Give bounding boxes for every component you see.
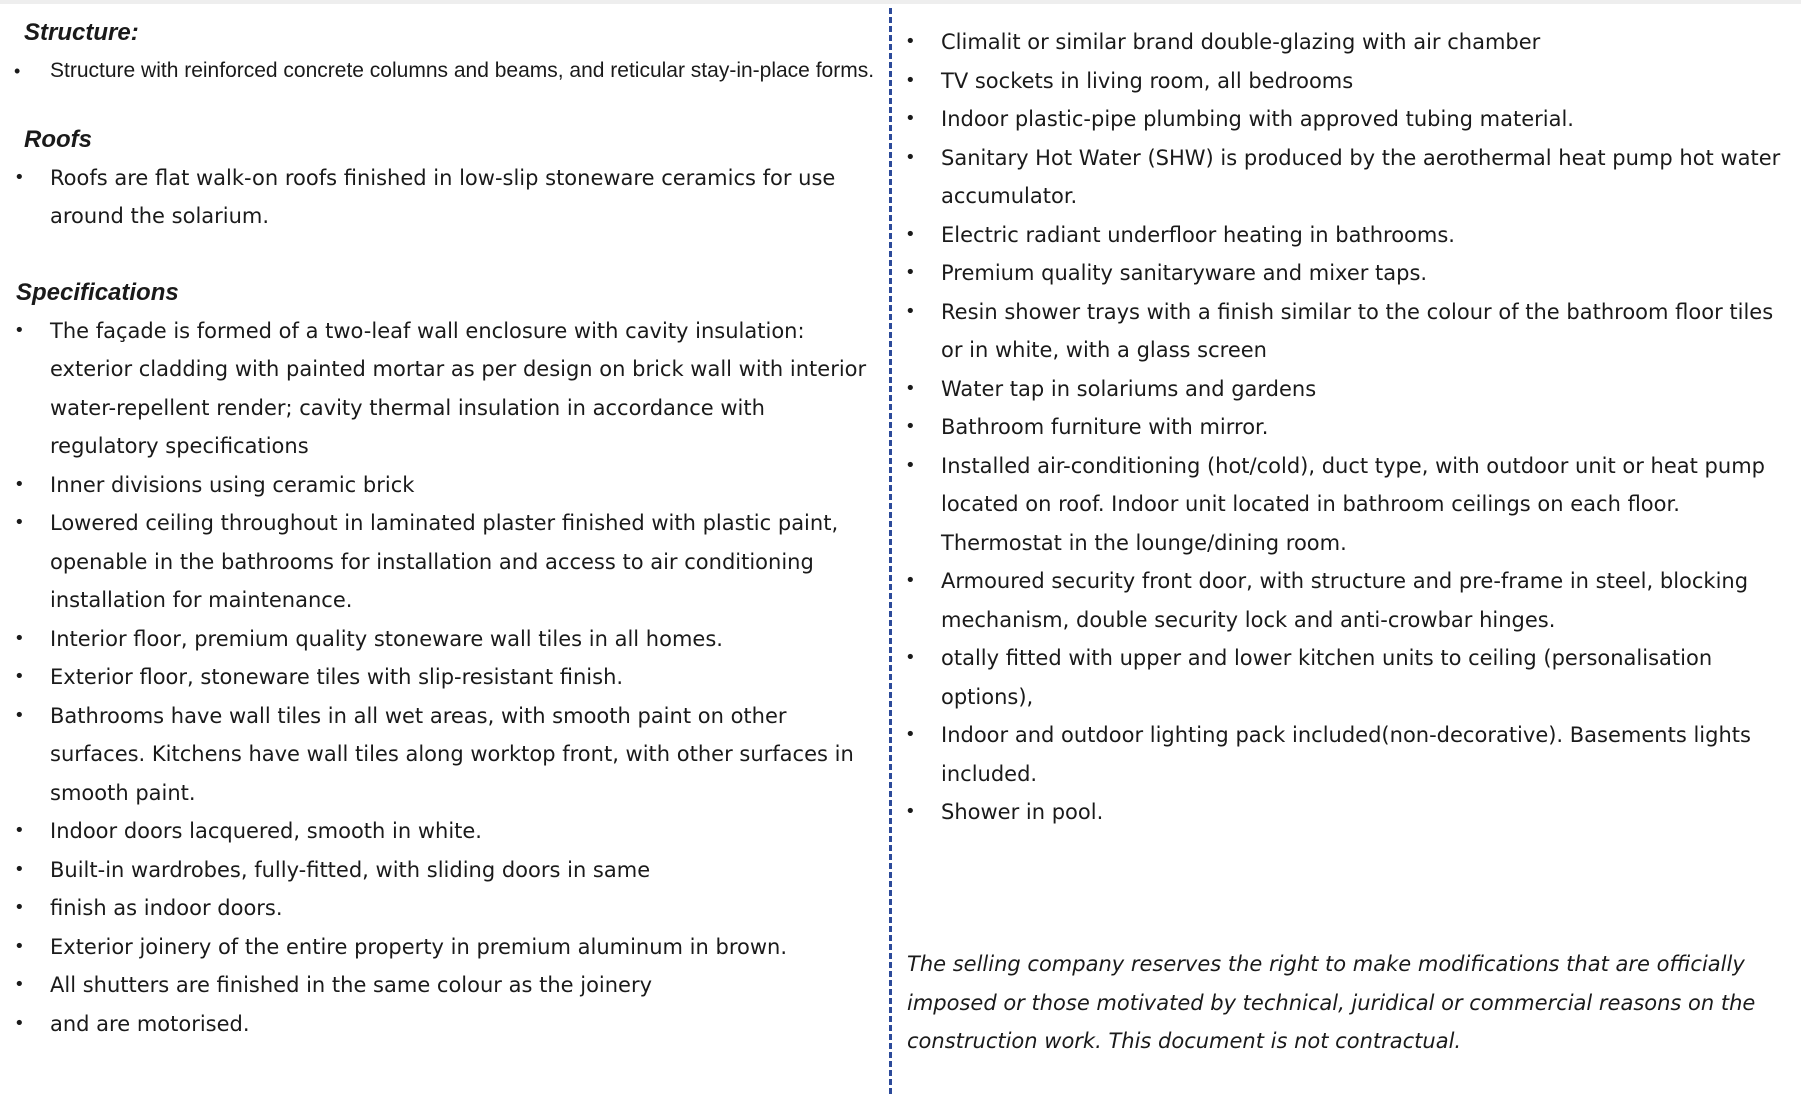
specifications-list [0,312,880,1044]
list-item: • All shutters are finished in the same colour as the joinery [0,966,880,1005]
list-item: • The façade is formed of a two-leaf wall enclosure with cavity insulation: exterior cladding with painted mortar as per design on brick wall with interior water-repellent render; cavity thermal insulation in accordance with regulatory specifications [0,312,880,466]
list-item: • Lowered ceiling throughout in laminated plaster finished with plastic paint, openable in the bathrooms for installation and access to air conditioning installation for maintenance. [0,504,880,620]
list-item: • Interior floor, premium quality stoneware wall tiles in all homes. [0,620,880,659]
roofs-list [0,159,880,236]
list-item: • Indoor and outdoor lighting pack included(non-decorative). Basements lights included. [891,716,1795,793]
list-item: • Bathrooms have wall tiles in all wet areas, with smooth paint on other surfaces. Kitchens have wall tiles along worktop front, with other surfaces in smooth paint. [0,697,880,813]
list-item: • Climalit or similar brand double-glazing with air chamber [891,23,1795,62]
list-item: • Sanitary Hot Water (SHW) is produced by the aerothermal heat pump hot water accumulator. [891,139,1795,216]
list-item: • Exterior joinery of the entire property in premium aluminum in brown. [0,928,880,967]
list-item: • Indoor doors lacquered, smooth in white. [0,812,880,851]
list-item: • Bathroom furniture with mirror. [891,408,1795,447]
list-item: • Inner divisions using ceramic brick [0,466,880,505]
right-column [891,23,1795,832]
list-item: • Exterior floor, stoneware tiles with slip-resistant finish. [0,658,880,697]
specifications-heading: Specifications [16,278,179,306]
list-item: • Electric radiant underfloor heating in bathrooms. [891,216,1795,255]
features-list [891,23,1795,832]
list-item: • Premium quality sanitaryware and mixer taps. [891,254,1795,293]
left-column [0,14,880,1043]
list-item: • Resin shower trays with a finish similar to the colour of the bathroom floor tiles or in white, with a glass screen [891,293,1795,370]
list-item: • Shower in pool. [891,793,1795,832]
list-item: • Roofs are flat walk-on roofs finished in low-slip stoneware ceramics for use around the solarium. [0,159,880,236]
roofs-heading: Roofs [24,125,92,153]
structure-heading: Structure: [24,19,139,46]
list-item: • Indoor plastic-pipe plumbing with approved tubing material. [891,100,1795,139]
list-item: • Armoured security front door, with structure and pre-frame in steel, blocking mechanism, double security lock and anti-crowbar hinges. [891,562,1795,639]
list-item: • TV sockets in living room, all bedrooms [891,62,1795,101]
list-item: • finish as indoor doors. [0,889,880,928]
list-item: • Installed air-conditioning (hot/cold), duct type, with outdoor unit or heat pump located on roof. Indoor unit located in bathroom ceilings on each floor. Thermostat in the lounge/dining room. [891,447,1795,563]
list-item: • otally fitted with upper and lower kitchen units to ceiling (personalisation options), [891,639,1795,716]
list-item: • Built-in wardrobes, fully-fitted, with sliding doors in same [0,851,880,890]
list-item: • and are motorised. [0,1005,880,1044]
structure-list [0,52,880,91]
list-item: • Structure with reinforced concrete columns and beams, and reticular stay-in-place forms. [0,52,880,91]
top-border [0,0,1801,4]
list-item: • Water tap in solariums and gardens [891,370,1795,409]
disclaimer-note: The selling company reserves the right to make modifications that are officially imposed or those motivated by technical, juridical or commercial reasons on the construction work. This document is not contractual. [907,952,1756,1053]
